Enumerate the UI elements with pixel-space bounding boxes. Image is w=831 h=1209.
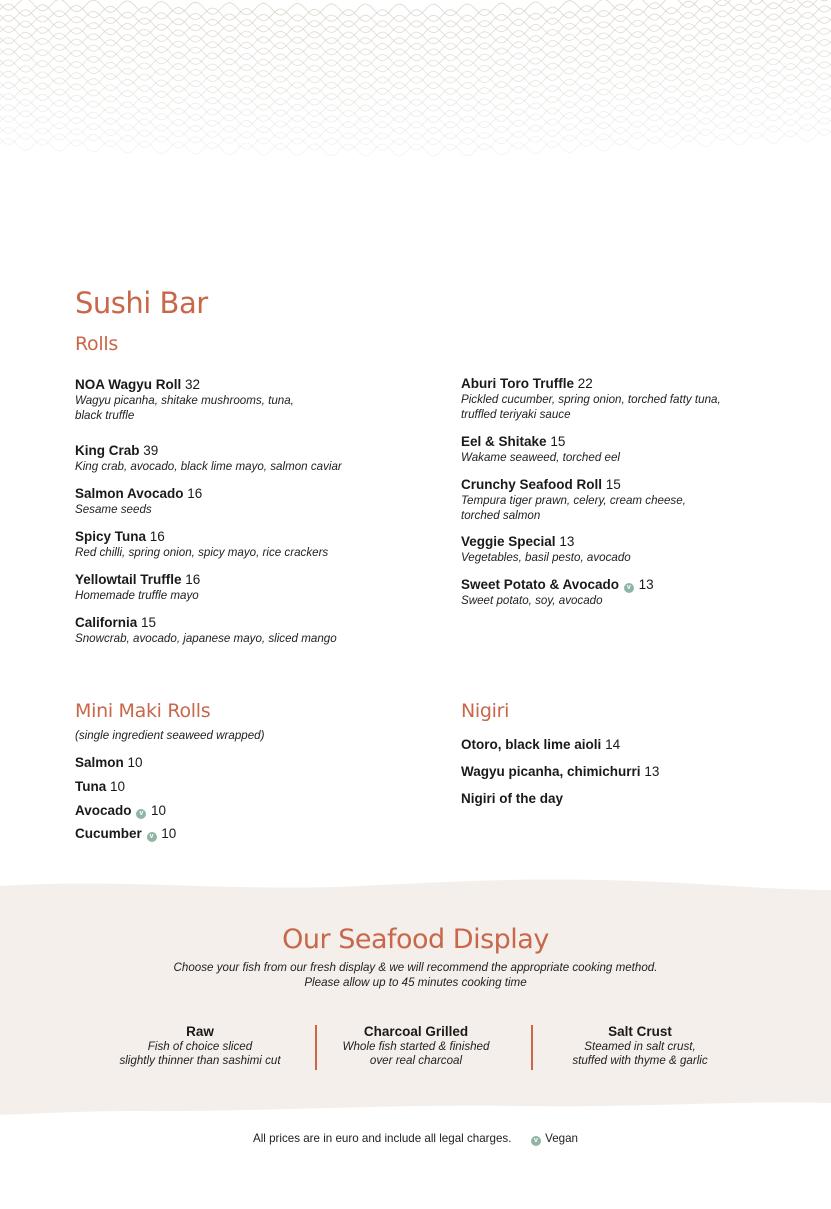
rolls-heading: Rolls bbox=[75, 333, 118, 355]
item-price: 15 bbox=[605, 477, 621, 492]
mini-maki-heading: Mini Maki Rolls bbox=[75, 700, 211, 722]
item-name: Nigiri of the day bbox=[461, 791, 564, 806]
item-name: Cucumber bbox=[75, 826, 142, 841]
item-name: Salmon Avocado bbox=[75, 486, 184, 501]
item-price: 16 bbox=[149, 529, 165, 544]
item-description: Red chilli, spring onion, spicy mayo, rice crackers bbox=[75, 546, 329, 559]
menu-item bbox=[75, 755, 405, 771]
method-description: over real charcoal bbox=[369, 1054, 463, 1067]
item-name: Salmon bbox=[75, 755, 124, 770]
item-price: 39 bbox=[143, 443, 159, 458]
menu-item bbox=[461, 376, 801, 422]
item-name: Wagyu picanha, chimichurri bbox=[461, 764, 641, 779]
item-name: Eel & Shitake bbox=[461, 434, 547, 449]
menu-item bbox=[75, 486, 405, 517]
menu-item bbox=[461, 737, 791, 753]
item-price: 15 bbox=[141, 615, 157, 630]
method-description: Whole fish started & finished bbox=[342, 1040, 490, 1053]
item-description: truffled teriyaki sauce bbox=[461, 408, 571, 421]
item-description: Tempura tiger prawn, celery, cream cheese, bbox=[461, 494, 686, 507]
item-description: Vegetables, basil pesto, avocado bbox=[461, 551, 631, 564]
menu-item bbox=[75, 803, 405, 819]
item-price: 32 bbox=[185, 377, 201, 392]
item-description: Wakame seaweed, torched eel bbox=[461, 451, 620, 464]
menu-item bbox=[461, 577, 791, 608]
item-price: 14 bbox=[605, 737, 621, 752]
item-name: California bbox=[75, 615, 138, 630]
menu-item bbox=[75, 779, 405, 795]
item-description: Wagyu picanha, shitake mushrooms, tuna, bbox=[75, 394, 294, 407]
method-name: Charcoal Grilled bbox=[363, 1024, 469, 1039]
menu-item bbox=[75, 377, 405, 423]
item-name: Spicy Tuna bbox=[75, 529, 147, 544]
menu-item bbox=[461, 791, 791, 807]
item-price: 22 bbox=[577, 376, 593, 391]
item-price: 13 bbox=[559, 534, 575, 549]
menu-item bbox=[75, 572, 405, 603]
cooking-method bbox=[301, 1024, 531, 1068]
mini-maki-note: (single ingredient seaweed wrapped) bbox=[75, 729, 265, 742]
menu-item bbox=[461, 434, 791, 465]
vegan-icon: v bbox=[147, 832, 157, 842]
footer bbox=[0, 1132, 831, 1146]
menu-item bbox=[75, 615, 405, 646]
menu-item bbox=[461, 534, 791, 565]
item-price: 15 bbox=[550, 434, 566, 449]
menu-item bbox=[461, 477, 791, 523]
item-price: 10 bbox=[151, 803, 167, 818]
item-description: black truffle bbox=[75, 409, 135, 422]
method-name: Raw bbox=[186, 1024, 214, 1039]
method-description: Steamed in salt crust, bbox=[584, 1040, 696, 1053]
wave-pattern bbox=[0, 0, 831, 165]
cooking-method bbox=[85, 1024, 315, 1068]
prices-note: All prices are in euro and include all legal charges. bbox=[252, 1132, 512, 1145]
vegan-icon: v bbox=[531, 1136, 541, 1146]
item-name: Veggie Special bbox=[461, 534, 556, 549]
menu-item bbox=[75, 529, 405, 560]
cooking-method bbox=[525, 1024, 755, 1068]
item-name: Yellowtail Truffle bbox=[75, 572, 182, 587]
item-price: 13 bbox=[644, 764, 660, 779]
item-description: King crab, avocado, black lime mayo, salmon caviar bbox=[75, 460, 342, 473]
menu-item bbox=[461, 764, 791, 780]
item-name: Otoro, black lime aioli bbox=[461, 737, 602, 752]
menu-item bbox=[75, 443, 405, 474]
item-price: 13 bbox=[638, 577, 654, 592]
vegan-label: Vegan bbox=[545, 1132, 579, 1145]
method-description: stuffed with thyme & garlic bbox=[572, 1054, 708, 1067]
item-price: 10 bbox=[127, 755, 143, 770]
seafood-display-title: Our Seafood Display bbox=[282, 924, 549, 955]
item-name: NOA Wagyu Roll bbox=[75, 377, 182, 392]
item-price: 16 bbox=[185, 572, 201, 587]
item-description: Sesame seeds bbox=[75, 503, 152, 516]
menu-item bbox=[75, 826, 405, 842]
item-price: 10 bbox=[110, 779, 126, 794]
method-description: slightly thinner than sashimi cut bbox=[119, 1054, 281, 1067]
seafood-display-subtitle: Please allow up to 45 minutes cooking time bbox=[304, 976, 527, 989]
seafood-display-subtitle: Choose your fish from our fresh display & we will recommend the appropriate cooking method. bbox=[173, 961, 658, 974]
page-title: Sushi Bar bbox=[75, 286, 208, 320]
item-name: Tuna bbox=[75, 779, 107, 794]
seafood-display-background bbox=[0, 878, 831, 1123]
item-price: 16 bbox=[187, 486, 203, 501]
item-name: Crunchy Seafood Roll bbox=[461, 477, 603, 492]
method-name: Salt Crust bbox=[608, 1024, 672, 1039]
item-description: Homemade truffle mayo bbox=[75, 589, 199, 602]
nigiri-heading: Nigiri bbox=[461, 700, 510, 722]
item-price: 10 bbox=[161, 826, 177, 841]
item-name: Aburi Toro Truffle bbox=[461, 376, 574, 391]
method-description: Fish of choice sliced bbox=[147, 1040, 253, 1053]
vegan-icon: v bbox=[136, 809, 146, 819]
item-description: Pickled cucumber, spring onion, torched fatty tuna, bbox=[461, 393, 721, 406]
item-description: torched salmon bbox=[461, 509, 541, 522]
item-description: Snowcrab, avocado, japanese mayo, sliced mango bbox=[75, 632, 337, 645]
vegan-icon: v bbox=[624, 583, 634, 593]
item-name: Sweet Potato & Avocado bbox=[461, 577, 620, 592]
item-name: Avocado bbox=[75, 803, 132, 818]
item-name: King Crab bbox=[75, 443, 140, 458]
item-description: Sweet potato, soy, avocado bbox=[461, 594, 603, 607]
